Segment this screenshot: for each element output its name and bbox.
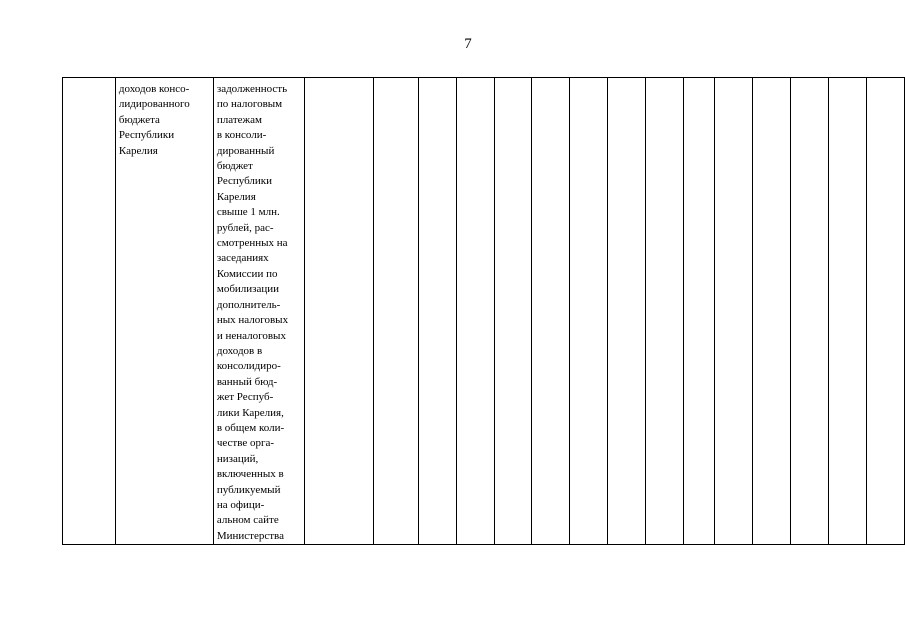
cell-indicator-description [213,78,304,545]
cell-text-line: задолженность [216,83,288,95]
page-number: 7 [464,36,472,52]
cell-text-line: заседаниях [216,252,269,265]
cell-text-line: доходов консо- [118,83,190,95]
cell-text-line: консолидиро- [216,360,281,373]
table-cell-empty [608,78,646,545]
cell-text-line: ных налоговых [216,314,289,327]
cell-text-line: доходов в [216,344,263,357]
table-cell-empty [828,78,866,545]
table-cell-empty [373,78,418,545]
table-cell-empty [532,78,570,545]
cell-text-line: ванный бюд- [216,375,278,388]
cell-text-line: Карелия [216,190,256,203]
cell-text-line: свыше 1 млн. [216,206,280,219]
table-cell-empty [456,78,494,545]
indicator-description-text [217,82,301,544]
cell-text-line: бюджет [216,160,253,173]
cell-text-line: Комиссии по [216,267,278,280]
table-cell-empty [753,78,791,545]
document-table [62,77,905,545]
table-cell-empty [866,78,904,545]
cell-text-line: низаций, [216,452,259,465]
cell-text-line: рублей, рас- [216,221,274,234]
cell-text-line: дополнитель- [216,298,281,311]
table-cell-empty [494,78,532,545]
table-cell-empty [646,78,684,545]
cell-text-line: смотренных на [216,237,288,250]
indicator-name-text [119,82,210,159]
cell-text-line: платежам [216,113,262,126]
table-cell-empty [570,78,608,545]
table-cell-empty [418,78,456,545]
table-cell-empty [684,78,715,545]
cell-text-line: альном сайте [216,514,279,527]
table-cell-empty [715,78,753,545]
cell-text-line: лидированного [118,98,190,111]
cell-text-line: жет Респуб- [216,391,274,404]
table-cell-empty [791,78,829,545]
cell-text-line: и неналоговых [216,329,286,342]
table-row [63,78,905,545]
table-cell-empty [304,78,373,545]
cell-text-line: Карелия [118,144,158,157]
cell-text-line: включенных в [216,468,284,481]
cell-text-line: в консоли- [216,129,267,142]
cell-text-line: честве орга- [216,437,275,450]
cell-text-line: Республики [216,175,273,188]
cell-text-line: в общем коли- [216,421,285,434]
cell-text-line: Министерства [216,529,284,542]
cell-text-line: по налоговым [216,98,283,111]
cell-text-line: лики Карелия, [216,406,284,419]
cell-text-line: Республики [118,129,175,142]
cell-indicator-name [115,78,213,545]
cell-text-line: дированный [216,144,275,157]
cell-text-line: мобилизации [216,283,280,296]
cell-text-line: бюджета [118,113,160,126]
cell-text-line: публикуемый [216,483,281,496]
cell-text-line: на офици- [216,498,265,511]
cell-number [63,78,116,545]
